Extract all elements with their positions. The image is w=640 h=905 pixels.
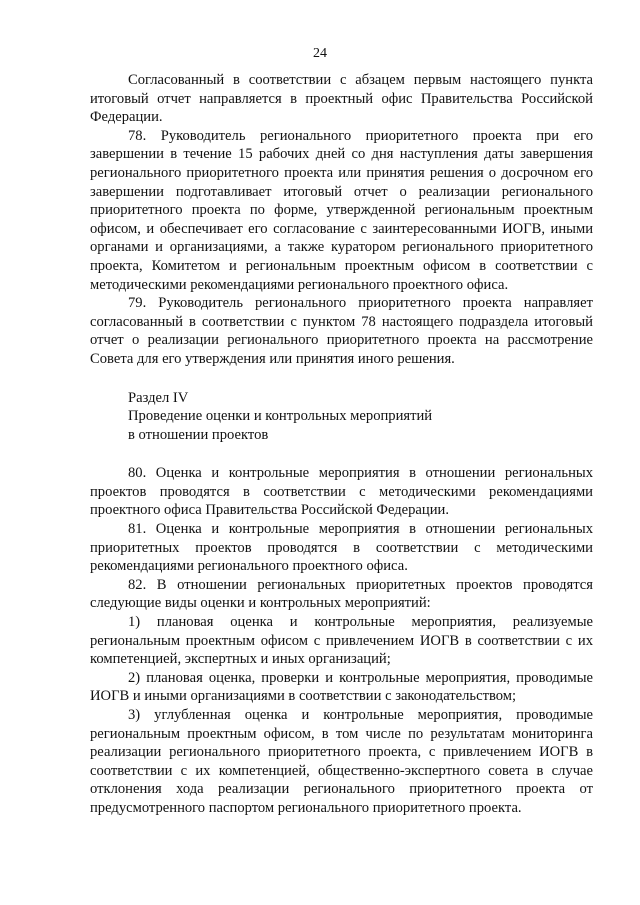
paragraph-80: 80. Оценка и контрольные мероприятия в отношении региональных проектов проводятся в соответствии с методическими рекомендациями проектного офиса Правительства Российской Федерации. — [90, 465, 593, 519]
paragraph-81: 81. Оценка и контрольные мероприятия в отношении региональных приоритетных проектов проводятся в соответствии с методическими рекомендациями регионального проектного офиса. — [90, 521, 593, 575]
page-number: 24 — [313, 46, 327, 61]
list-item-1: 1) плановая оценка и контрольные мероприятия, реализуемые региональным проектным офисом с привлечением ИОГВ в соответствии с их компетенцией, экспертных и иных организаций; — [90, 614, 593, 668]
section-title-line2: в отношении проектов — [128, 426, 269, 443]
section-title-line1: Проведение оценки и контрольных мероприятий — [128, 408, 433, 425]
section-label: Раздел IV — [128, 389, 189, 406]
paragraph-82: 82. В отношении региональных приоритетных проектов проводятся следующие виды оценки и контрольных мероприятий: — [90, 576, 593, 612]
paragraph: Согласованный в соответствии с абзацем первым настоящего пункта итоговый отчет направляется в проектный офис Правительства Российской Федерации. — [90, 72, 593, 126]
paragraph-79: 79. Руководитель регионального приоритетного проекта направляет согласованный в соответствии с пунктом 78 настоящего подраздела итоговый отчет о реализации регионального приоритетного проекта на рассмотрение Совета для его утверждения или принятия иного решения. — [90, 295, 593, 367]
list-item-2: 2) плановая оценка, проверки и контрольные мероприятия, проводимые ИОГВ и иными организациями в соответствии с законодательством; — [90, 669, 593, 705]
document-body — [90, 71, 593, 818]
list-item-3: 3) углубленная оценка и контрольные мероприятия, проводимые региональным проектным офисом, в том числе по результатам мониторинга реализации регионального приоритетного проекта, с привлечением ИОГВ в соответствии с их компетенцией, общественно-экспертного совета в случае отклонения хода реализации регионального приоритетного проекта от предусмотренного паспортом регионального приоритетного проекта. — [90, 707, 593, 816]
paragraph-78: 78. Руководитель регионального приоритетного проекта при его завершении в течение 15 рабочих дней со дня наступления даты завершения регионального приоритетного проекта или принятия решения о досрочном его завершении подготавливает итоговый отчет о реализации регионального приоритетного проекта по форме, утвержденной региональным проектным офисом, и обеспечивает его согласование с заинтересованными ИОГВ, иными органами и организациями, а также куратором регионального приоритетного проекта, Комитетом и региональным проектным офисом в соответствии с методическими рекомендациями регионального проектного офиса. — [90, 127, 593, 293]
